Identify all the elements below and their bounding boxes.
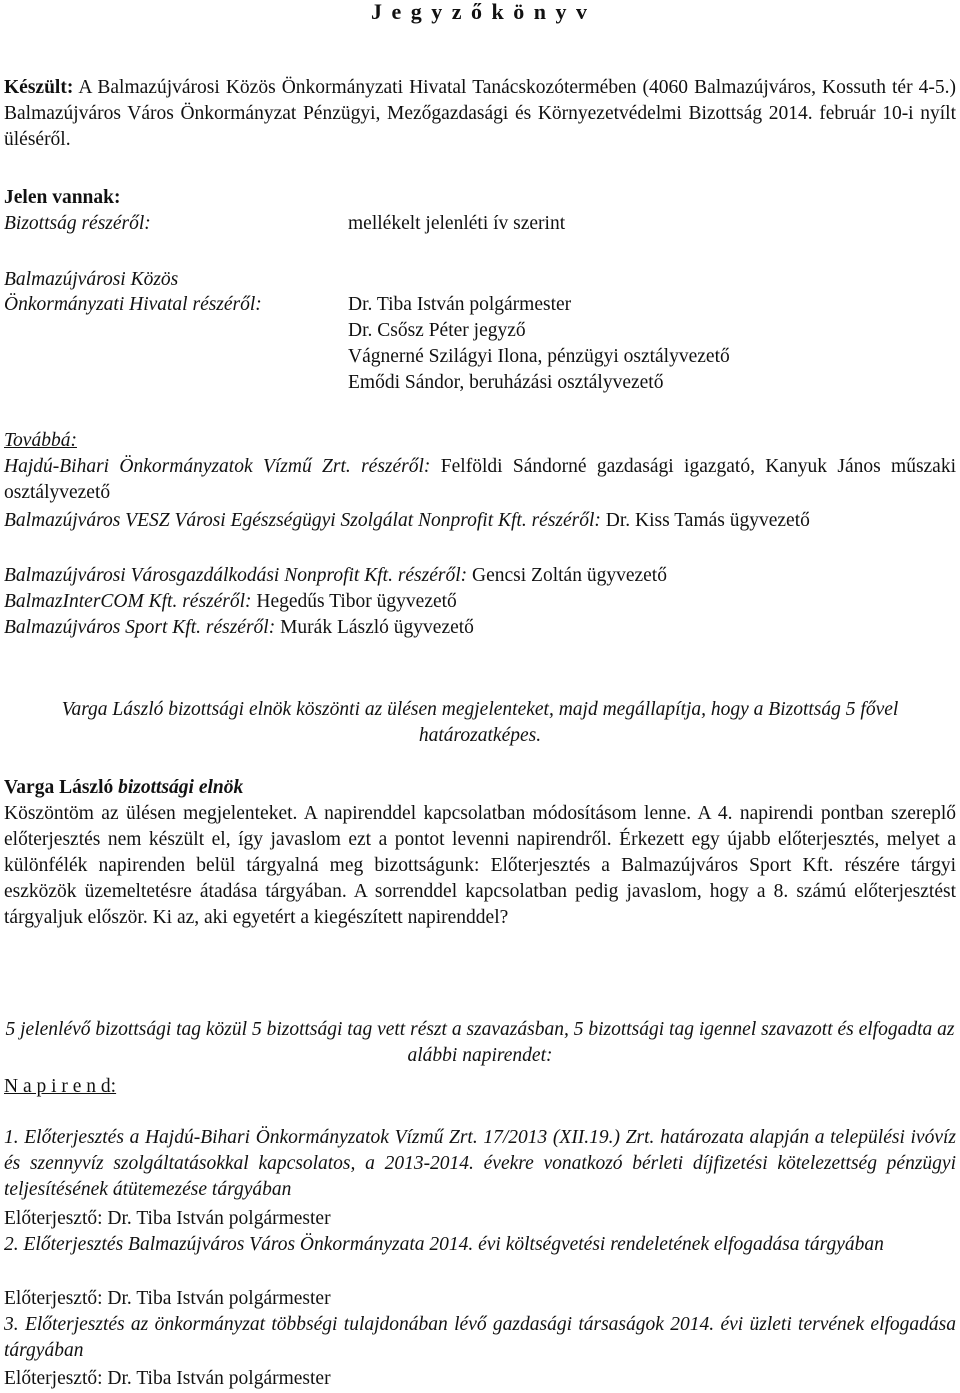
- speaker-text: Köszöntöm az ülésen megjelenteket. A napirenddel kapcsolatban módosításom lenne. A 4. napirendi pontban szereplő előterjesztés nem készült el, így javaslom ezt a pontot levenni napirendről. Érkezett egy újabb előterjesztés, melyet a különfélék napirenden belül tárgyalná meg bizottságunk: Előterjesztés a Balmazújváros Sport Kft. részére tárgyi eszközök üzemeltetésre átadása tárgyában. A sorrenddel kapcsolatban pedig javaslom, hogy a 8. számú előterjesztést tárgyaljuk először. Ki az, aki egyetért a kiegészített napirenddel?: [4, 803, 956, 928]
- hivatal-label-line1: Balmazújvárosi Közös: [4, 269, 179, 290]
- tovabba-people: Felföldi Sándorné gazdasági igazgató, Kanyuk János műszaki osztályvezető: [4, 456, 957, 503]
- vote-result: 5 jelenlévő bizottsági tag közül 5 bizottsági tag vett részt a szavazásban, 5 bizottsági tag igennel szavazott és elfogadta az alábbi napirendet:: [5, 1019, 955, 1066]
- napirend-item-title: 3. Előterjesztés az önkormányzat többségi tulajdonában lévő gazdasági társaságok 2014. évi üzleti tervének elfogadása tárgyában: [4, 1314, 956, 1361]
- napirend-item-title: 2. Előterjesztés Balmazújváros Város Önkormányzata 2014. évi költségvetési rendeletének elfogadása tárgyában: [4, 1234, 884, 1255]
- hivatal-member: Emődi Sándor, beruházási osztályvezető: [348, 372, 664, 393]
- tovabba-people: Gencsi Zoltán ügyvezető: [472, 565, 667, 586]
- keszult-text: A Balmazújvárosi Közös Önkormányzati Hivatal Tanácskozótermében (4060 Balmazújváros, Kossuth tér 4-5.) Balmazújváros Város Önkormányzat Pénzügyi, Mezőgazdasági és Környezetvédelmi Bizottság 2014. február 10-i nyílt üléséről.: [4, 77, 956, 150]
- tovabba-org: BalmazInterCOM Kft. részéről:: [4, 591, 252, 612]
- keszult-paragraph: [4, 75, 956, 153]
- document-title: J e g y z ő k ö n y v: [371, 0, 589, 24]
- tovabba-heading: Továbbá:: [4, 430, 77, 451]
- hivatal-label-line2: Önkormányzati Hivatal részéről:: [4, 294, 262, 315]
- keszult-label: Készült:: [4, 77, 74, 98]
- napirend-heading: N a p i r e n d:: [4, 1076, 117, 1097]
- speaker-name: Varga László: [4, 777, 114, 798]
- tovabba-org: Balmazújváros Sport Kft. részéről:: [4, 617, 276, 638]
- tovabba-people: Dr. Kiss Tamás ügyvezető: [605, 510, 810, 531]
- bizottsag-label: Bizottság részéről:: [4, 213, 151, 234]
- napirend-item-presenter: Előterjesztő: Dr. Tiba István polgármester: [4, 1208, 331, 1229]
- speaker-role: bizottsági elnök: [118, 777, 244, 798]
- tovabba-people: Murák László ügyvezető: [280, 617, 474, 638]
- tovabba-org: Balmazújvárosi Városgazdálkodási Nonprofit Kft. részéről:: [4, 565, 468, 586]
- bizottsag-value: mellékelt jelenléti ív szerint: [348, 213, 566, 234]
- napirend-item-presenter: Előterjesztő: Dr. Tiba István polgármester: [4, 1288, 331, 1309]
- napirend-item-presenter: Előterjesztő: Dr. Tiba István polgármester: [4, 1368, 331, 1389]
- tovabba-entry: [4, 615, 956, 641]
- tovabba-people: Hegedűs Tibor ügyvezető: [256, 591, 457, 612]
- tovabba-org: Balmazújváros VESZ Városi Egészségügyi Szolgálat Nonprofit Kft. részéről:: [4, 510, 601, 531]
- tovabba-entry: [4, 563, 956, 589]
- hivatal-member: Dr. Tiba István polgármester: [348, 294, 572, 315]
- jelen-heading: Jelen vannak:: [4, 187, 121, 208]
- tovabba-entry: [4, 589, 956, 615]
- greeting-paragraph: Varga László bizottsági elnök köszönti az ülésen megjelenteket, majd megállapítja, hogy a Bizottság 5 fővel határozatképes.: [61, 699, 899, 746]
- napirend-item-title: 1. Előterjesztés a Hajdú-Bihari Önkormányzatok Vízmű Zrt. 17/2013 (XII.19.) Zrt. határozata alapján a települési ivóvíz és szennyvíz szolgáltatásokkal kapcsolatos, a 2013-2014. évekre vonatkozó bérleti díjfizetési kötelezettség pénzügyi teljesítésének átütemezése tárgyában: [4, 1127, 956, 1200]
- hivatal-member: Vágnerné Szilágyi Ilona, pénzügyi osztályvezető: [348, 346, 730, 367]
- tovabba-entry: [4, 508, 956, 534]
- speaker-heading: [4, 775, 956, 801]
- tovabba-org: Hajdú-Bihari Önkormányzatok Vízmű Zrt. részéről:: [4, 456, 431, 477]
- hivatal-member: Dr. Csősz Péter jegyző: [348, 320, 526, 341]
- tovabba-entry: [4, 454, 956, 506]
